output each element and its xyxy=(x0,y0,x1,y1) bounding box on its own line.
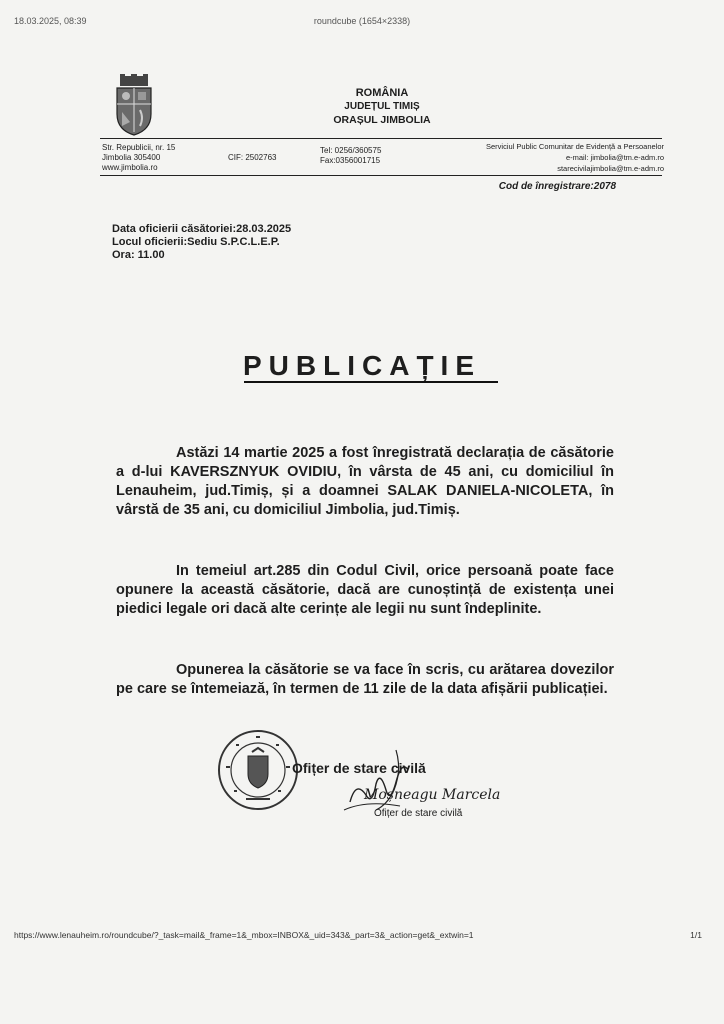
header-divider xyxy=(100,138,662,139)
paragraph-legal-basis-text: In temeiul art.285 din Codul Civil, orice persoană poate face opunere la această căsătorie, dacă are cunoștință de existența unei piedici legale ori dacă alte cerințe ale legii nu sunt îndeplinite. xyxy=(116,563,614,617)
print-page-count: 1/1 xyxy=(690,930,702,940)
print-page-title: roundcube (1654×2338) xyxy=(313,16,411,26)
officer-name: Moșneagu Marcela xyxy=(364,787,501,803)
address-postal: Jimbolia 305400 xyxy=(102,153,161,162)
header-county: JUDEȚUL TIMIȘ xyxy=(344,101,420,112)
address-street: Str. Republicii, nr. 15 xyxy=(102,143,176,152)
address-block xyxy=(102,143,175,173)
official-seal-icon xyxy=(216,728,300,812)
ceremony-time: Ora: 11.00 xyxy=(112,249,165,261)
paragraph-declaration xyxy=(116,444,614,520)
registration-code: Cod de înregistrare:2078 xyxy=(498,181,616,192)
ceremony-date: Data oficierii căsătoriei:28.03.2025 xyxy=(112,223,292,235)
paragraph-legal-basis xyxy=(116,562,614,619)
ceremony-info xyxy=(112,223,291,262)
header-divider-bottom xyxy=(100,175,662,176)
title-underline xyxy=(244,381,498,383)
paragraph-declaration-text: Astăzi 14 martie 2025 a fost înregistrată declarația de căsătorie a d-lui KAVERSZNYUK OVIDIU, în vârsta de 45 ani, cu domiciliul în Lenauheim, jud.Timiș, și a doamnei SALAK DANIELA-NICOLETA, în vârstă de 35 ani, cu domiciliul Jimbolia, jud.Timiș. xyxy=(116,445,614,518)
service-email-2: starecivilajimbolia@tm.e-adm.ro xyxy=(557,164,664,173)
header-city: ORAȘUL JIMBOLIA xyxy=(333,114,431,126)
service-email: e-mail: jimbolia@tm.e-adm.ro xyxy=(565,153,664,162)
service-name: Serviciul Public Comunitar de Evidență a Persoanelor xyxy=(485,142,664,151)
paragraph-opposition-text: Opunerea la căsătorie se va face în scris, cu arătarea dovezilor pe care se întemeiază, în termen de 11 zile de la data afișării publicației. xyxy=(116,662,614,697)
cif: CIF: 2502763 xyxy=(228,153,277,162)
paragraph-opposition xyxy=(116,661,614,699)
officer-title: Ofițer de stare civilă xyxy=(292,760,426,776)
officer-role: Ofițer de stare civilă xyxy=(374,808,463,819)
document-title: PUBLICAȚIE xyxy=(243,350,481,381)
print-url: https://www.lenauheim.ro/roundcube/?_task=mail&_frame=1&_mbox=INBOX&_uid=343&_part=3&_action=get&_extwin=1 xyxy=(14,930,474,940)
phone: Tel: 0256/360575 xyxy=(320,146,382,155)
service-block xyxy=(486,141,664,174)
ceremony-place: Locul oficierii:Sediu S.P.C.L.E.P. xyxy=(112,236,280,248)
print-timestamp: 18.03.2025, 08:39 xyxy=(14,16,87,26)
fax: Fax:0356001715 xyxy=(320,156,381,165)
header-country: ROMÂNIA xyxy=(355,87,409,99)
phone-block xyxy=(320,146,381,166)
address-website: www.jimbolia.ro xyxy=(102,163,158,172)
